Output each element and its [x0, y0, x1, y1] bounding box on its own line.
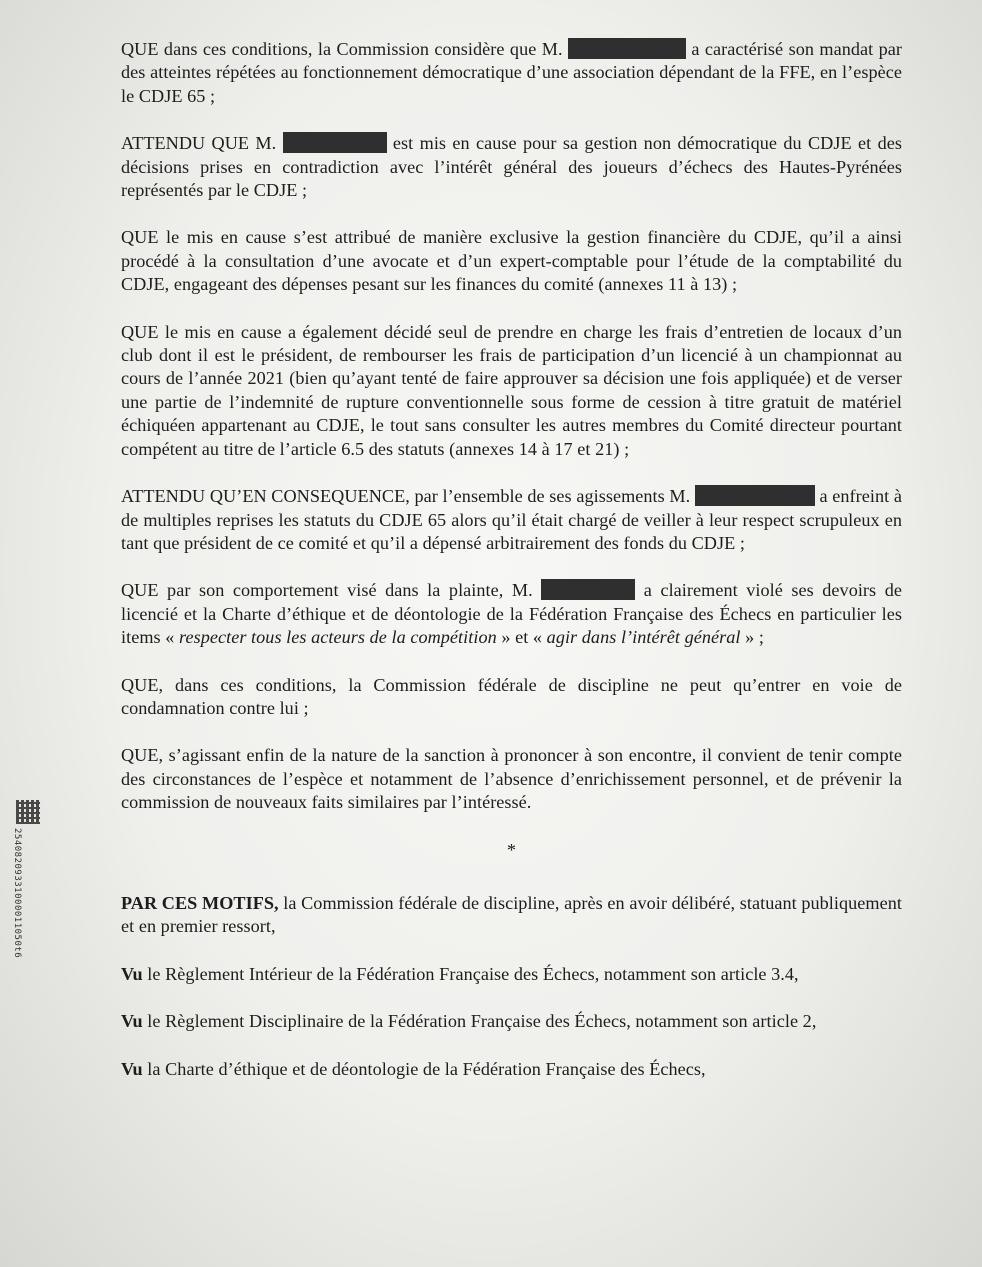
redaction-box — [541, 579, 635, 600]
motifs-paragraph: PAR CES MOTIFS, la Commission fédérale de discipline, après en avoir délibéré, statuant publiquement et en premier ressort, — [121, 892, 902, 937]
paragraph-2: ATTENDU QUE M. est mis en cause pour sa gestion non démocratique du CDJE et des décisions prises en contradiction avec l’intérêt général des joueurs d’échecs des Hautes-Pyrénées représentés par le CDJE ; — [121, 133, 902, 201]
paragraph-4: QUE le mis en cause a également décidé seul de prendre en charge les frais d’entretien de locaux d’un club dont il est le président, de rembourser les frais de participation d’un licencié à un championnat au cours de l’année 2021 (bien qu’ayant tenté de faire approuver sa décision une fois appliquée) et de verser une partie de l’indemnité de rupture conventionnelle sous forme de cession à titre gratuit de matériel échiquéen appartenant au CDJE, le tout sans consulter les autres membres du Comité directeur pourtant compétent au titre de l’article 6.5 des statuts (annexes 14 à 17 et 21) ; — [121, 321, 902, 459]
section-separator: * — [506, 839, 517, 860]
redaction-box — [568, 38, 686, 59]
document-body — [121, 38, 902, 1105]
vu-paragraph-1: Vu le Règlement Intérieur de la Fédération Française des Échecs, notamment son article 3.4, — [121, 963, 799, 984]
paragraph-3: QUE le mis en cause s’est attribué de manière exclusive la gestion financière du CDJE, qu’il a ainsi procédé à la consultation d’une avocate et d’un expert-comptable pour l’étude de la comptabilité du CDJE, engageant des dépenses pesant sur les finances du comité (annexes 11 à 13) ; — [121, 227, 902, 295]
paragraph-5: ATTENDU QU’EN CONSEQUENCE, par l’ensemble de ses agissements M. a enfreint à de multiples reprises les statuts du CDJE 65 alors qu’il était chargé de veiller à leur respect scrupuleux en tant que président de ce comité et qu’il a dépensé arbitrairement des fonds du CDJE ; — [121, 486, 902, 553]
barcode-icon — [16, 800, 40, 824]
redaction-box — [695, 485, 815, 506]
vu-paragraph-2: Vu le Règlement Disciplinaire de la Fédération Française des Échecs, notamment son article 2, — [121, 1011, 817, 1032]
paragraph-1: QUE dans ces conditions, la Commission considère que M. a caractérisé son mandat par des atteintes répétées au fonctionnement démocratique d’une association dépendant de la FFE, en l’espèce le CDJE 65 ; — [121, 39, 902, 106]
vu-paragraph-3: Vu la Charte d’éthique et de déontologie de la Fédération Française des Échecs, — [121, 1058, 706, 1079]
paragraph-6: QUE par son comportement visé dans la plainte, M. a clairement violé ses devoirs de licencié et la Charte d’éthique et de déontologie de la Fédération Française des Échecs en particulier les items « respecter tous les acteurs de la compétition » et « agir dans l’intérêt général » ; — [121, 580, 902, 648]
paragraph-7: QUE, dans ces conditions, la Commission fédérale de discipline ne peut qu’entrer en voie de condamnation contre lui ; — [121, 674, 902, 718]
redaction-box — [283, 132, 387, 153]
side-reference-code: 25408209331000011050t6 — [12, 828, 22, 959]
paragraph-8: QUE, s’agissant enfin de la nature de la sanction à prononcer à son encontre, il convient de tenir compte des circonstances de l’espèce et notamment de l’absence d’enrichissement personnel, et de prévenir la commission de nouveaux faits similaires par l’intéressé. — [121, 745, 902, 813]
